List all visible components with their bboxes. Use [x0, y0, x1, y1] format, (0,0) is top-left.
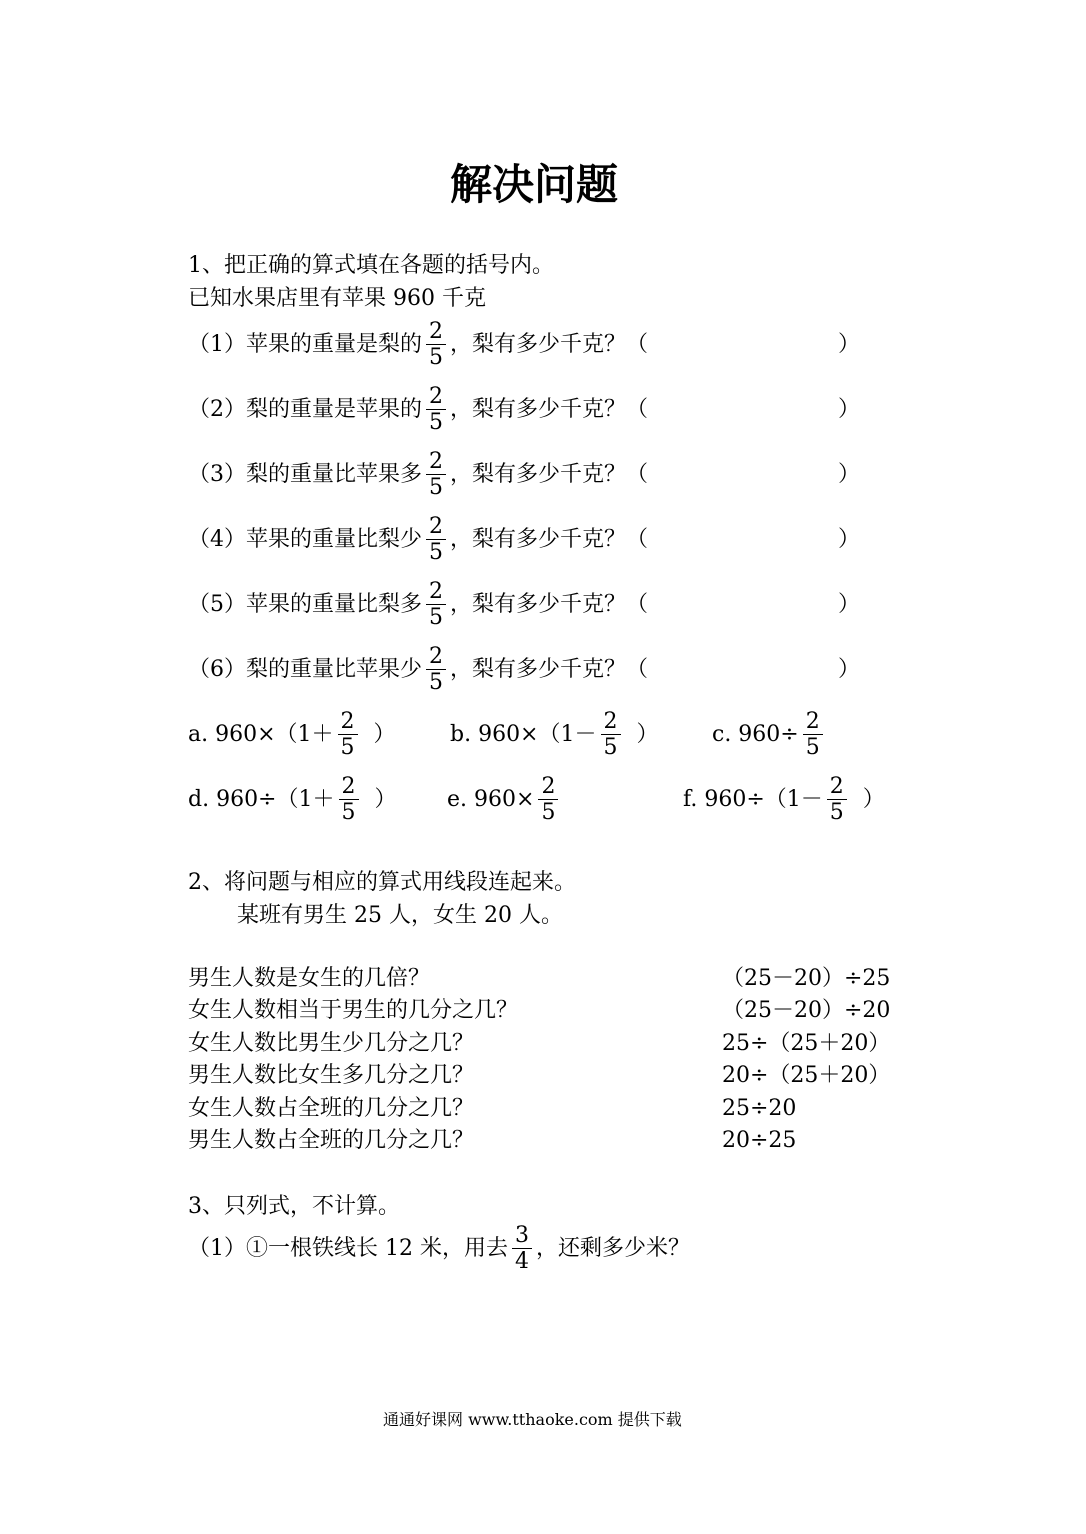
- answer-paren-close: ）: [838, 462, 861, 487]
- footer-text: 通通好课网 www.tthaoke.com 提供下载: [383, 1410, 682, 1429]
- match-formula: （25－20）÷20: [722, 998, 891, 1023]
- option-text-pre: a. 960×（1＋: [188, 721, 334, 747]
- option-a: [188, 710, 396, 759]
- fraction-denominator: 5: [429, 540, 443, 566]
- fraction-numerator: 2: [426, 515, 446, 540]
- match-formula: 25÷（25＋20）: [722, 1031, 891, 1056]
- question-row: [188, 450, 648, 499]
- fraction: [601, 710, 621, 759]
- match-question: 男生人数是女生的几倍？: [188, 966, 431, 991]
- question-text-post: ，梨有多少千克？（: [450, 656, 649, 682]
- fraction-denominator: 5: [829, 800, 844, 826]
- fraction-numerator: 2: [426, 320, 446, 345]
- fraction: [426, 645, 446, 694]
- match-question: 男生人数占全班的几分之几？: [188, 1128, 475, 1153]
- option-text-pre: b. 960×（1－: [450, 721, 597, 747]
- section1-heading: 1、把正确的算式填在各题的括号内。: [188, 253, 554, 278]
- match-formula: 20÷（25＋20）: [722, 1063, 891, 1088]
- fraction-denominator: 5: [429, 605, 443, 631]
- match-formula: （25－20）÷25: [722, 966, 891, 991]
- fraction: [426, 450, 446, 499]
- option-c: [712, 710, 839, 759]
- fraction: [426, 320, 446, 369]
- fraction-denominator: 5: [341, 800, 356, 826]
- fraction: [339, 775, 359, 824]
- fraction-numerator: 2: [601, 710, 621, 735]
- option-text-post: ）: [374, 786, 397, 812]
- answer-paren-close: ）: [838, 397, 861, 422]
- question-row: [188, 645, 648, 694]
- section3-question-1: [188, 1224, 690, 1273]
- fraction-numerator: 2: [426, 450, 446, 475]
- option-text-pre: e. 960×: [447, 786, 535, 812]
- section2-intro: 某班有男生 25 人，女生 20 人。: [237, 903, 563, 928]
- question-text-pre: （5）苹果的重量比梨多: [188, 591, 422, 617]
- fraction-denominator: 5: [429, 670, 443, 696]
- match-formula: 20÷25: [722, 1128, 797, 1153]
- fraction: [338, 710, 358, 759]
- page-title: 解决问题: [450, 160, 619, 209]
- fraction-denominator: 4: [514, 1249, 529, 1275]
- question-text-post: ，梨有多少千克？（: [450, 331, 649, 357]
- fraction-numerator: 2: [339, 775, 359, 800]
- match-question: 女生人数比男生少几分之几？: [188, 1031, 475, 1056]
- option-b: [450, 710, 659, 759]
- fraction-numerator: 2: [338, 710, 358, 735]
- section3-heading: 3、只列式，不计算。: [188, 1194, 400, 1219]
- match-question: 女生人数占全班的几分之几？: [188, 1096, 475, 1121]
- fraction: [426, 580, 446, 629]
- section1-intro: 已知水果店里有苹果 960 千克: [188, 286, 486, 311]
- option-text-post: ）: [373, 721, 396, 747]
- fraction-numerator: 2: [538, 775, 558, 800]
- question-row: [188, 385, 648, 434]
- answer-paren-close: ）: [838, 592, 861, 617]
- option-text-post: ）: [636, 721, 659, 747]
- question-row: [188, 320, 648, 369]
- fraction-denominator: 5: [429, 410, 443, 436]
- fraction: [827, 775, 847, 824]
- option-text-pre: f. 960÷（1－: [683, 786, 823, 812]
- fraction: [803, 710, 823, 759]
- fraction-numerator: 2: [827, 775, 847, 800]
- question-text-pre: （1）苹果的重量是梨的: [188, 331, 422, 357]
- fraction-numerator: 2: [426, 645, 446, 670]
- question-text-pre: （6）梨的重量比苹果少: [188, 656, 422, 682]
- fraction-denominator: 5: [429, 345, 443, 371]
- option-d: [188, 775, 397, 824]
- answer-paren-close: ）: [838, 527, 861, 552]
- question-text-post: ，梨有多少千克？（: [450, 396, 649, 422]
- question-row: [188, 515, 648, 564]
- fraction-denominator: 5: [340, 735, 355, 761]
- match-question: 男生人数比女生多几分之几？: [188, 1063, 475, 1088]
- option-text-pre: c. 960÷: [712, 721, 799, 747]
- fraction-denominator: 5: [603, 735, 618, 761]
- question-text-pre: （2）梨的重量是苹果的: [188, 396, 422, 422]
- fraction-numerator: 2: [426, 385, 446, 410]
- fraction: [538, 775, 558, 824]
- question-text-post: ，梨有多少千克？（: [450, 591, 649, 617]
- fraction: [512, 1224, 532, 1273]
- question-text-post: ，梨有多少千克？（: [450, 526, 649, 552]
- question-text-pre: （4）苹果的重量比梨少: [188, 526, 422, 552]
- fraction-denominator: 5: [429, 475, 443, 501]
- option-f: [683, 775, 885, 824]
- fraction-numerator: 2: [803, 710, 823, 735]
- option-text-post: ）: [862, 786, 885, 812]
- fraction: [426, 385, 446, 434]
- question-row: [188, 580, 648, 629]
- option-e: [447, 775, 574, 824]
- match-question: 女生人数相当于男生的几分之几？: [188, 998, 519, 1023]
- option-text-pre: d. 960÷（1＋: [188, 786, 335, 812]
- question-text-post: ，梨有多少千克？（: [450, 461, 649, 487]
- question-text-pre: （1）①一根铁线长 12 米，用去: [188, 1235, 508, 1261]
- answer-paren-close: ）: [838, 657, 861, 682]
- fraction-numerator: 3: [512, 1224, 532, 1249]
- section2-heading: 2、将问题与相应的算式用线段连起来。: [188, 870, 576, 895]
- fraction-denominator: 5: [541, 800, 556, 826]
- question-text-pre: （3）梨的重量比苹果多: [188, 461, 422, 487]
- match-formula: 25÷20: [722, 1096, 797, 1121]
- fraction-numerator: 2: [426, 580, 446, 605]
- question-text-post: ，还剩多少米？: [535, 1235, 690, 1261]
- fraction-denominator: 5: [805, 735, 820, 761]
- answer-paren-close: ）: [838, 332, 861, 357]
- fraction: [426, 515, 446, 564]
